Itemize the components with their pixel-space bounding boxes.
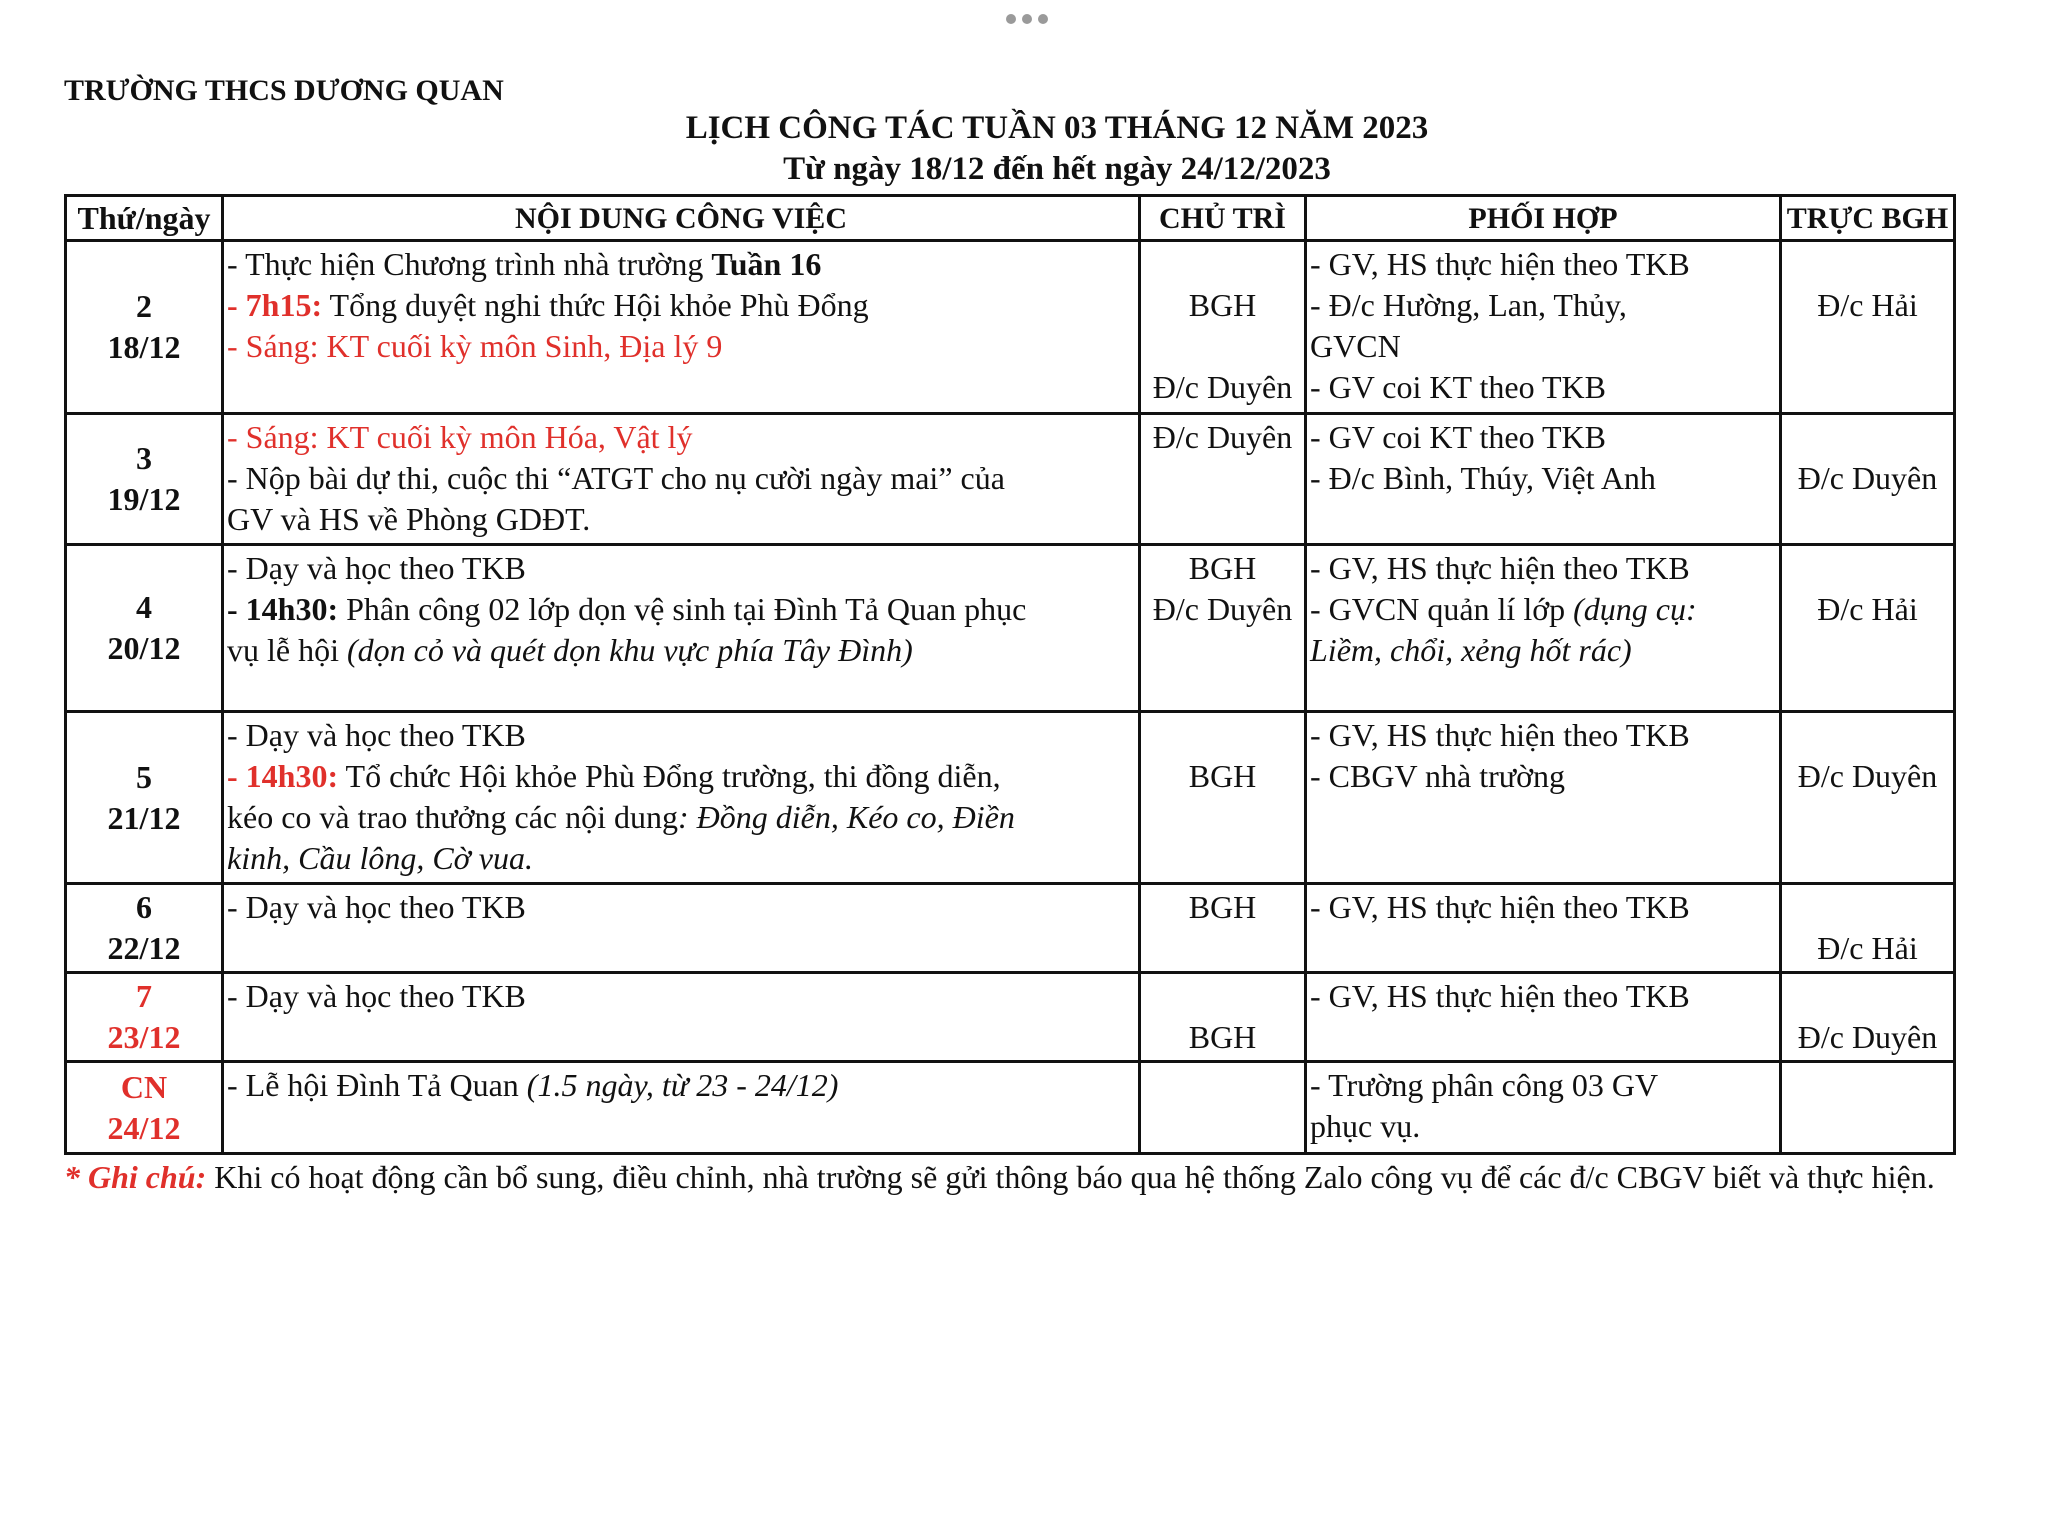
text-line: [1310, 548, 1776, 589]
duty-line: Đ/c Hải: [1817, 287, 1918, 323]
text-line: [227, 548, 1135, 589]
text-line: [227, 976, 1135, 1017]
content-cell: [223, 712, 1140, 884]
coop-cell: [1306, 1062, 1781, 1154]
table-row: [66, 545, 1955, 712]
host-cell: [1140, 414, 1306, 545]
weekday: CN: [120, 1068, 168, 1105]
duty-line: Đ/c Duyên: [1797, 758, 1938, 794]
duty-cell: [1781, 712, 1955, 884]
day-cell: [66, 545, 223, 712]
duty-line: [1785, 244, 1950, 285]
text-segment: (dọn cỏ và quét dọn khu vực phía Tây Đình): [346, 632, 913, 668]
content-cell: [223, 973, 1140, 1062]
duty-cell: [1781, 414, 1955, 545]
text-segment: vụ lễ hội: [227, 632, 347, 668]
coop-cell: [1306, 545, 1781, 712]
date: 22/12: [107, 930, 181, 966]
duty-line: [1785, 715, 1950, 756]
school-name: TRƯỜNG THCS DƯƠNG QUAN: [64, 74, 504, 107]
text-line: [227, 589, 1135, 630]
weekday: 3: [136, 440, 152, 476]
text-line: [1310, 417, 1776, 458]
host-line: Đ/c Duyên: [1152, 419, 1293, 455]
text-segment: - GV, HS thực hiện theo TKB: [1310, 246, 1690, 282]
text-segment: - Trường phân công 03 GV: [1310, 1067, 1659, 1103]
text-segment: (dụng cụ:: [1573, 591, 1697, 627]
duty-cell: [1781, 1062, 1955, 1154]
date: 23/12: [107, 1019, 181, 1055]
duty-cell: [1781, 973, 1955, 1062]
text-segment: - GV coi KT theo TKB: [1310, 419, 1606, 455]
day-cell: [66, 241, 223, 414]
footnote: [64, 1157, 2024, 1198]
text-line: [1310, 589, 1776, 630]
text-segment: GV và HS về Phòng GDĐT.: [227, 501, 591, 537]
text-segment: Tổng duyệt nghi thức Hội khỏe Phù Đổng: [322, 287, 869, 323]
text-line: [227, 756, 1135, 797]
text-segment: - GV, HS thực hiện theo TKB: [1310, 978, 1690, 1014]
host-cell: [1140, 712, 1306, 884]
col-header-coop: PHỐI HỢP: [1306, 196, 1781, 241]
day-cell: [66, 1062, 223, 1154]
host-cell: [1140, 884, 1306, 973]
date: 19/12: [107, 481, 181, 517]
content-cell: [223, 414, 1140, 545]
page-subtitle: Từ ngày 18/12 đến hết ngày 24/12/2023: [783, 151, 1331, 187]
text-segment: - Dạy và học theo TKB: [227, 550, 526, 586]
text-segment: - 14h30:: [227, 591, 339, 627]
day-cell: [66, 414, 223, 545]
text-segment: phục vụ.: [1310, 1108, 1421, 1144]
text-segment: - Nộp bài dự thi, cuộc thi “ATGT cho nụ cười ngày mai” của: [227, 460, 1005, 496]
duty-line: Đ/c Hải: [1817, 591, 1918, 627]
weekday: 5: [136, 758, 152, 795]
text-segment: - Lễ hội Đình Tả Quan: [227, 1067, 527, 1103]
text-line: [227, 458, 1135, 499]
host-line: Đ/c Duyên: [1152, 591, 1293, 627]
duty-line: [1785, 976, 1950, 1017]
text-line: [227, 326, 1135, 367]
content-cell: [223, 1062, 1140, 1154]
text-segment: - Đ/c Bình, Thúy, Việt Anh: [1310, 460, 1656, 496]
table-row: [66, 884, 1955, 973]
text-line: [227, 797, 1135, 838]
text-line: [227, 244, 1135, 285]
date: 20/12: [107, 630, 181, 666]
header-row: [66, 196, 1955, 241]
text-line: [1310, 326, 1776, 367]
text-line: [1310, 1065, 1776, 1106]
duty-line: Đ/c Duyên: [1797, 460, 1938, 496]
text-segment: kéo co và trao thưởng các nội dung: [227, 799, 679, 835]
text-segment: - Dạy và học theo TKB: [227, 978, 526, 1014]
text-segment: - Dạy và học theo TKB: [227, 889, 526, 925]
day-cell: [66, 973, 223, 1062]
weekday: 2: [136, 288, 152, 324]
weekday: 7: [136, 978, 152, 1014]
text-line: [1310, 976, 1776, 1017]
text-segment: - GV, HS thực hiện theo TKB: [1310, 550, 1690, 586]
host-line: [1144, 715, 1301, 756]
text-segment: Phân công 02 lớp dọn vệ sinh tại Đình Tả Quan phục: [338, 591, 1027, 627]
host-cell: [1140, 973, 1306, 1062]
text-segment: : Đồng diễn, Kéo co, Điền: [678, 799, 1015, 835]
text-line: [1310, 285, 1776, 326]
text-segment: Tuần 16: [711, 246, 822, 282]
text-line: [1310, 630, 1776, 671]
duty-cell: [1781, 545, 1955, 712]
text-segment: Liềm, chổi, xẻng hốt rác): [1310, 632, 1632, 668]
text-line: [1310, 244, 1776, 285]
col-header-duty: TRỰC BGH: [1781, 196, 1955, 241]
weekday: 4: [136, 589, 152, 625]
host-line: [1144, 244, 1301, 285]
text-segment: - 14h30:: [227, 758, 339, 794]
host-cell: [1140, 545, 1306, 712]
duty-line: [1785, 548, 1950, 589]
text-line: [1310, 887, 1776, 928]
text-segment: kinh, Cầu lông, Cờ vua.: [227, 840, 533, 876]
table-row: [66, 973, 1955, 1062]
host-line: [1144, 976, 1301, 1017]
host-line: BGH: [1188, 889, 1257, 925]
coop-cell: [1306, 712, 1781, 884]
day-cell: [66, 712, 223, 884]
footnote-label: * Ghi chú:: [64, 1159, 207, 1195]
day-cell: [66, 884, 223, 973]
host-line: Đ/c Duyên: [1152, 369, 1293, 405]
schedule-table: [64, 194, 1956, 1155]
text-segment: - CBGV nhà trường: [1310, 758, 1565, 794]
text-line: [1310, 1106, 1776, 1147]
host-line: BGH: [1188, 758, 1257, 794]
table-row: [66, 241, 1955, 414]
text-segment: - Sáng: KT cuối kỳ môn Sinh, Địa lý 9: [227, 328, 723, 364]
host-line: BGH: [1188, 1019, 1257, 1055]
duty-line: Đ/c Duyên: [1797, 1019, 1938, 1055]
col-header-content: NỘI DUNG CÔNG VIỆC: [223, 196, 1140, 241]
text-line: [227, 285, 1135, 326]
coop-cell: [1306, 414, 1781, 545]
coop-cell: [1306, 884, 1781, 973]
text-segment: (1.5 ngày, từ 23 - 24/12): [526, 1067, 839, 1103]
page-title: LỊCH CÔNG TÁC TUẦN 03 THÁNG 12 NĂM 2023: [685, 110, 1429, 146]
weekday: 6: [136, 889, 152, 925]
text-segment: - Dạy và học theo TKB: [227, 717, 526, 753]
text-line: [1310, 367, 1776, 408]
text-segment: Tổ chức Hội khỏe Phù Đổng trường, thi đồng diễn,: [338, 758, 1001, 794]
text-line: [1310, 756, 1776, 797]
text-segment: - Đ/c Hường, Lan, Thủy,: [1310, 287, 1627, 323]
more-dots-icon[interactable]: [1006, 14, 1048, 24]
duty-line: Đ/c Hải: [1817, 930, 1918, 966]
host-line: BGH: [1188, 550, 1257, 586]
table-row: [66, 712, 1955, 884]
text-line: [227, 417, 1135, 458]
date: 24/12: [107, 1109, 181, 1146]
text-line: [227, 715, 1135, 756]
host-cell: [1140, 1062, 1306, 1154]
text-line: [1310, 458, 1776, 499]
date: 18/12: [107, 329, 181, 365]
text-segment: GVCN: [1310, 328, 1401, 364]
duty-line: [1785, 887, 1950, 928]
text-line: [227, 499, 1135, 540]
text-segment: - GV, HS thực hiện theo TKB: [1310, 717, 1690, 753]
text-segment: - Thực hiện Chương trình nhà trường: [227, 246, 712, 282]
text-line: [227, 630, 1135, 671]
text-line: [227, 1065, 1135, 1106]
text-segment: - GV coi KT theo TKB: [1310, 369, 1606, 405]
table-row: [66, 414, 1955, 545]
text-line: [227, 838, 1135, 879]
text-line: [227, 887, 1135, 928]
text-line: [1310, 715, 1776, 756]
col-header-host: CHỦ TRÌ: [1140, 196, 1306, 241]
text-segment: - GV, HS thực hiện theo TKB: [1310, 889, 1690, 925]
text-segment: - GVCN quản lí lớp: [1310, 591, 1574, 627]
text-segment: - Sáng: KT cuối kỳ môn Hóa, Vật lý: [227, 419, 693, 455]
coop-cell: [1306, 973, 1781, 1062]
duty-cell: [1781, 884, 1955, 973]
host-line: [1144, 326, 1301, 367]
col-header-day: Thứ/ngày: [66, 196, 223, 241]
host-line: BGH: [1188, 287, 1257, 323]
table-row: [66, 1062, 1955, 1154]
coop-cell: [1306, 241, 1781, 414]
content-cell: [223, 241, 1140, 414]
footnote-text: Khi có hoạt động cần bổ sung, điều chỉnh, nhà trường sẽ gửi thông báo qua hệ thống Zalo công vụ để các đ/c CBGV biết và thực hiện.: [206, 1159, 1935, 1195]
date: 21/12: [107, 799, 181, 836]
duty-line: [1785, 417, 1950, 458]
host-cell: [1140, 241, 1306, 414]
content-cell: [223, 884, 1140, 973]
text-segment: - 7h15:: [227, 287, 323, 323]
duty-cell: [1781, 241, 1955, 414]
content-cell: [223, 545, 1140, 712]
